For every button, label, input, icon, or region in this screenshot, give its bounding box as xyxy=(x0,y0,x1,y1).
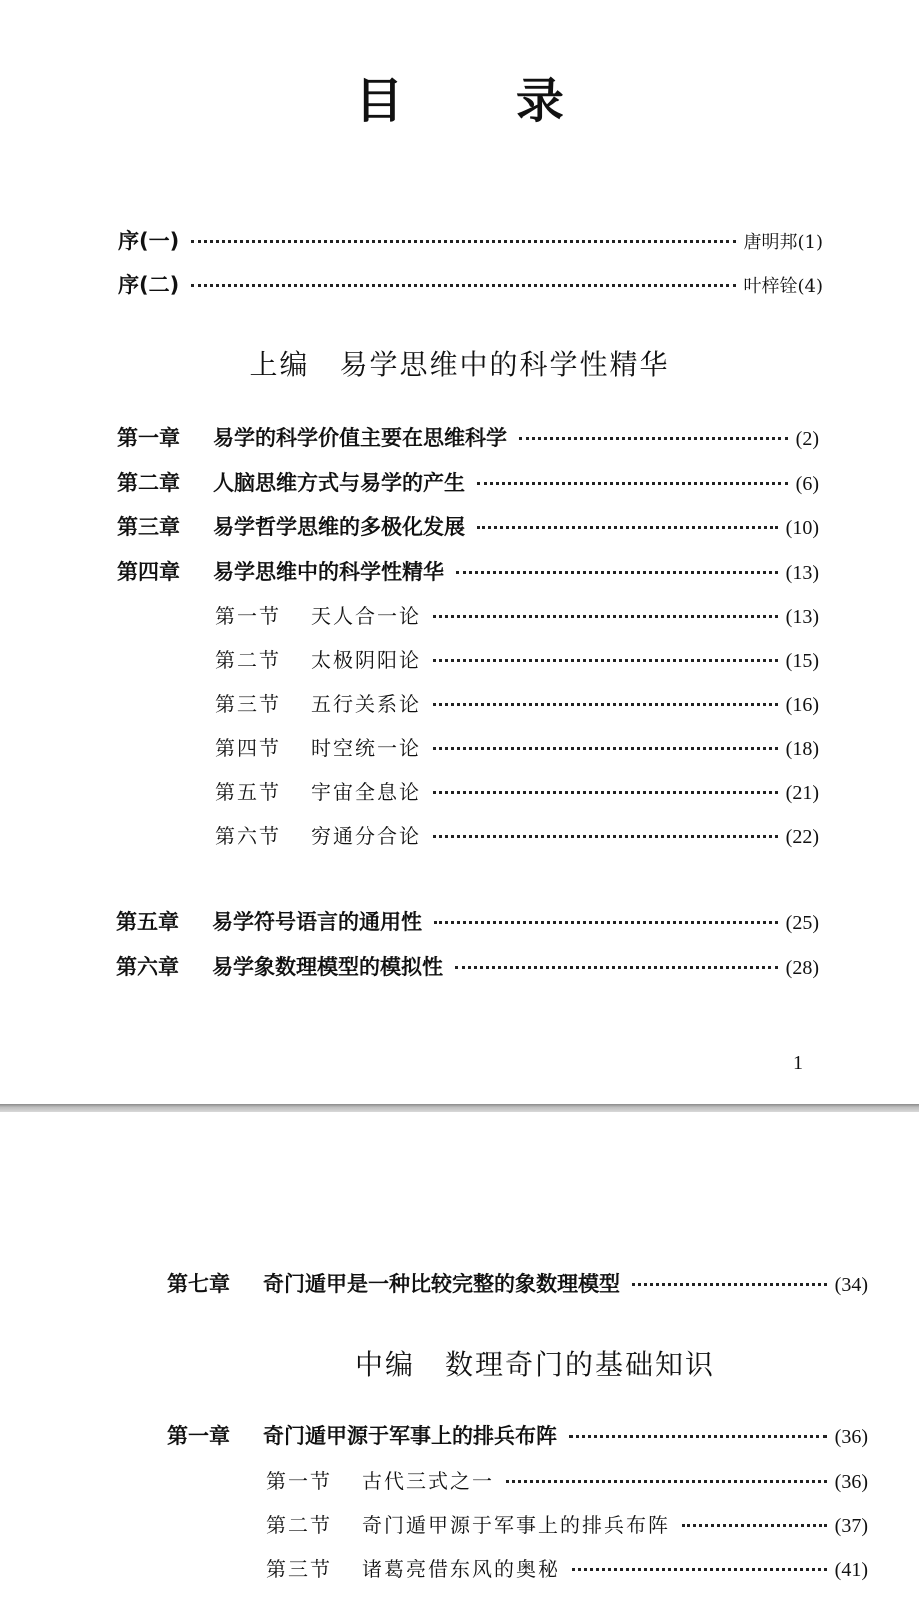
leader-dots xyxy=(433,746,778,750)
leader-dots xyxy=(506,1479,827,1483)
leader-dots xyxy=(433,658,778,662)
leader-dots xyxy=(572,1567,827,1571)
toc-row xyxy=(117,556,819,586)
entry-title: 诸葛亮借东风的奥秘 xyxy=(362,1557,560,1581)
toc-row xyxy=(215,644,819,674)
toc-row xyxy=(215,820,819,850)
leader-dots xyxy=(477,525,778,529)
page-number: (34) xyxy=(834,1274,868,1296)
leader-dots xyxy=(682,1523,827,1527)
entry-title: 宇宙全息论 xyxy=(311,780,421,804)
toc-row xyxy=(215,600,819,630)
leader-dots xyxy=(519,436,788,440)
toc-row xyxy=(215,688,819,718)
preface-label: 序(一) xyxy=(118,229,180,253)
chapter-label: 第四章 xyxy=(117,560,180,584)
leader-dots xyxy=(191,283,735,287)
leader-dots xyxy=(433,790,778,794)
page-number: (6) xyxy=(795,473,819,495)
toc-row xyxy=(117,467,819,497)
toc-row xyxy=(117,422,819,452)
entry-title: 易学象数理模型的模拟性 xyxy=(212,955,443,979)
part-title-upper: 上编 易学思维中的科学性精华 xyxy=(249,348,670,381)
page-2 xyxy=(0,1112,919,1622)
entry-title: 易学哲学思维的多极化发展 xyxy=(213,515,465,539)
entry-title: 易学思维中的科学性精华 xyxy=(213,560,444,584)
page-number: (10) xyxy=(785,517,819,539)
part-title-middle: 中编 数理奇门的基础知识 xyxy=(354,1348,715,1381)
chapter-label: 第七章 xyxy=(167,1272,230,1296)
entry-title: 易学的科学价值主要在思维科学 xyxy=(213,426,507,450)
entry-title: 奇门遁甲是一种比较完整的象数理模型 xyxy=(263,1272,620,1296)
section-label: 第三节 xyxy=(266,1557,332,1581)
preface-label: 序(二) xyxy=(118,273,180,297)
toc-row xyxy=(266,1553,868,1583)
entry-title: 穷通分合论 xyxy=(311,824,421,848)
entry-title: 奇门遁甲源于军事上的排兵布阵 xyxy=(263,1424,557,1448)
leader-dots xyxy=(433,702,778,706)
entry-title: 天人合一论 xyxy=(311,604,421,628)
entry-title: 古代三式之一 xyxy=(362,1469,494,1493)
page-number: (2) xyxy=(795,428,819,450)
page-folio: 1 xyxy=(793,1052,803,1074)
leader-dots xyxy=(455,965,778,969)
preface-row-2 xyxy=(118,269,823,299)
chapter-label: 第一章 xyxy=(167,1424,230,1448)
toc-row xyxy=(215,732,819,762)
page-divider xyxy=(0,1104,919,1112)
chapter-label: 第三章 xyxy=(117,515,180,539)
toc-row xyxy=(266,1465,868,1495)
leader-dots xyxy=(433,834,778,838)
page-number: (37) xyxy=(834,1515,868,1537)
section-label: 第五节 xyxy=(215,780,281,804)
preface-author-page: 叶梓铨(4) xyxy=(743,276,823,297)
toc-row xyxy=(116,906,819,936)
section-label: 第二节 xyxy=(266,1513,332,1537)
page-number: (13) xyxy=(785,606,819,628)
page-number: (41) xyxy=(834,1559,868,1581)
leader-dots xyxy=(477,481,788,485)
leader-dots xyxy=(434,920,778,924)
chapter-label: 第一章 xyxy=(117,426,180,450)
section-label: 第三节 xyxy=(215,692,281,716)
entry-title: 奇门遁甲源于军事上的排兵布阵 xyxy=(362,1513,670,1537)
page-number: (28) xyxy=(785,957,819,979)
entry-title: 时空统一论 xyxy=(311,736,421,760)
toc-row xyxy=(167,1420,868,1450)
preface-author-page: 唐明邦(1) xyxy=(743,232,823,253)
leader-dots xyxy=(456,570,778,574)
page-number: (36) xyxy=(834,1471,868,1493)
leader-dots xyxy=(569,1434,827,1438)
leader-dots xyxy=(433,614,778,618)
section-label: 第二节 xyxy=(215,648,281,672)
toc-row xyxy=(215,776,819,806)
page-number: (13) xyxy=(785,562,819,584)
page-number: (25) xyxy=(785,912,819,934)
chapter-label: 第六章 xyxy=(116,955,179,979)
section-label: 第四节 xyxy=(215,736,281,760)
page-number: (36) xyxy=(834,1426,868,1448)
leader-dots xyxy=(632,1282,827,1286)
section-label: 第六节 xyxy=(215,824,281,848)
toc-row xyxy=(167,1268,868,1298)
chapter-label: 第五章 xyxy=(116,910,179,934)
entry-title: 人脑思维方式与易学的产生 xyxy=(213,471,465,495)
page-number: (18) xyxy=(785,738,819,760)
toc-title: 目 录 xyxy=(355,73,612,129)
page-number: (21) xyxy=(785,782,819,804)
toc-row xyxy=(266,1509,868,1539)
page-number: (22) xyxy=(785,826,819,848)
entry-title: 五行关系论 xyxy=(311,692,421,716)
toc-row xyxy=(117,511,819,541)
page-number: (16) xyxy=(785,694,819,716)
toc-row xyxy=(116,951,819,981)
leader-dots xyxy=(191,239,735,243)
section-label: 第一节 xyxy=(215,604,281,628)
page-number: (15) xyxy=(785,650,819,672)
entry-title: 易学符号语言的通用性 xyxy=(212,910,422,934)
chapter-label: 第二章 xyxy=(117,471,180,495)
entry-title: 太极阴阳论 xyxy=(311,648,421,672)
section-label: 第一节 xyxy=(266,1469,332,1493)
preface-row-1 xyxy=(118,225,823,255)
